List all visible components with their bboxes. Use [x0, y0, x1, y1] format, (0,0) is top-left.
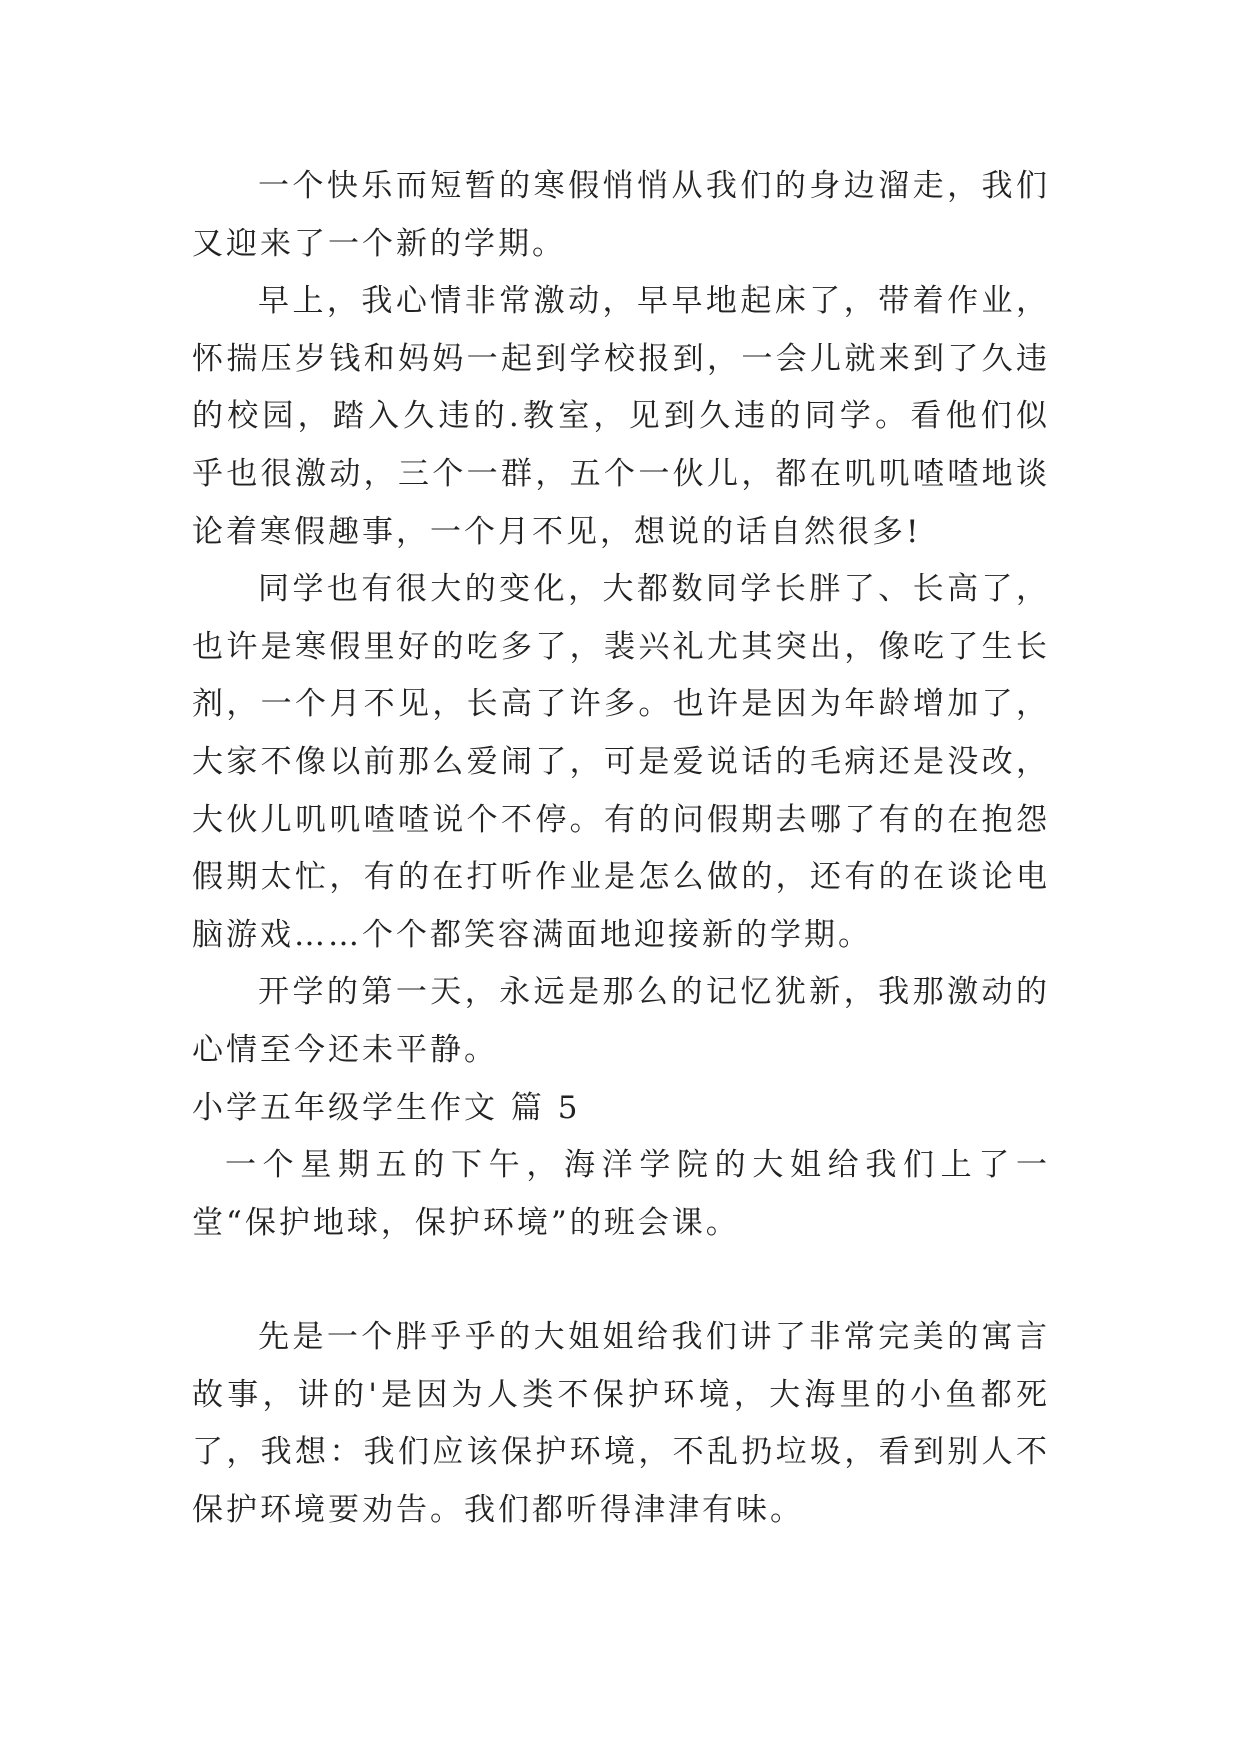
section-title: 小学五年级学生作文 篇 5	[192, 1089, 581, 1126]
paragraph-3: 同学也有很大的变化，大都数同学长胖了、长高了，也许是寒假里好的吃多了，裴兴礼尤其突出，像吃了生长剂，一个月不见，长高了许多。也许是因为年龄增加了，大家不像以前那么爱闹了，可是爱说话的毛病还是没改，大伙儿叽叽喳喳说个不停。有的问假期去哪了有的在抱怨假期太忙，有的在打听作业是怎么做的，还有的在谈论电脑游戏……个个都笑容满面地迎接新的学期。	[192, 571, 1050, 953]
section-paragraph-2: 先是一个胖乎乎的大姐姐给我们讲了非常完美的寓言故事，讲的'是因为人类不保护环境，大海里的小鱼都死了，我想：我们应该保护环境，不乱扔垃圾，看到别人不保护环境要劝告。我们都听得津津有味。	[192, 1319, 1050, 1529]
section-paragraph-1: 一个星期五的下午，海洋学院的大姐给我们上了一堂“保护地球，保护环境”的班会课。	[192, 1147, 1050, 1241]
blank-line	[192, 1252, 1050, 1309]
document-page	[192, 158, 1050, 1540]
paragraph-4: 开学的第一天，永远是那么的记忆犹新，我那激动的心情至今还未平静。	[192, 974, 1050, 1068]
paragraph-1: 一个快乐而短暂的寒假悄悄从我们的身边溜走，我们又迎来了一个新的学期。	[192, 168, 1050, 262]
paragraph-2: 早上，我心情非常激动，早早地起床了，带着作业，怀揣压岁钱和妈妈一起到学校报到，一会儿就来到了久违的校园，踏入久违的.教室，见到久违的同学。看他们似乎也很激动，三个一群，五个一伙儿，都在叽叽喳喳地谈论着寒假趣事，一个月不见，想说的话自然很多!	[192, 283, 1050, 550]
